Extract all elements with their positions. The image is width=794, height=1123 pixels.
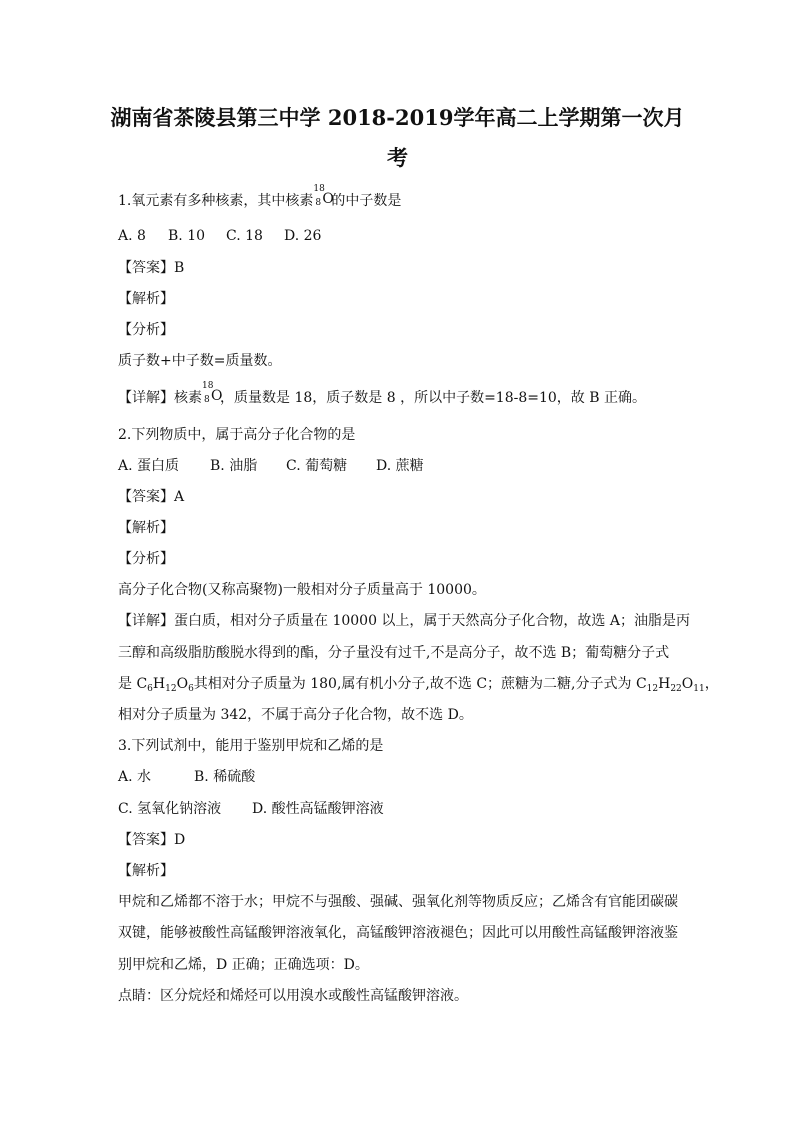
q1-detail-nuclide: 18 8 O <box>202 381 223 405</box>
q3-option-b: B. 稀硫酸 <box>194 769 256 785</box>
q3-option-a: A. 水 <box>118 769 152 785</box>
q1-fenxi-text: 质子数+中子数=质量数。 <box>118 353 282 369</box>
q1-detail: 【详解】核素 18 8 O ，质量数是 18，质子数是 8 ，所以中子数=18-8=10，故 B 正确。 <box>118 381 646 406</box>
q3-text-line-2: 双键，能够被酸性高锰酸钾溶液氧化，高锰酸钾溶液褪色；因此可以用酸性高锰酸钾溶液鉴 <box>118 925 678 941</box>
q1-jiexi-label: 【解析】 <box>118 291 174 307</box>
q3-jiexi-label: 【解析】 <box>118 863 174 879</box>
q2-answer: 【答案】A <box>118 489 185 505</box>
q1-option-c: C. 18 <box>226 228 263 244</box>
q1-option-d: D. 26 <box>284 228 322 244</box>
q3-options-row-2 <box>118 799 678 819</box>
q2-detail-line-1: 【详解】蛋白质，相对分子质量在 10000 以上，属于天然高分子化合物，故选 A；油脂是丙 <box>118 613 690 629</box>
glucose-formula: $C_6H_{12}O_6$ <box>136 676 194 694</box>
q2-option-d: D. 蔗糖 <box>376 458 424 474</box>
q3-answer: 【答案】D <box>118 832 186 848</box>
q1-option-b: B. 10 <box>168 228 206 244</box>
q1-fenxi-label: 【分析】 <box>118 322 174 338</box>
q2-fenxi-label: 【分析】 <box>118 551 174 567</box>
q1-option-a: A. 8 <box>118 228 146 244</box>
q2-jiexi-label: 【解析】 <box>118 520 174 536</box>
q2-detail-line-3: 是 $C_6H_{12}O_6$其相对分子质量为 180,属有机小分子,故不选 C；蔗糖为二糖,分子式为 $C_{12}H_{22}O_{11}$， <box>118 676 719 694</box>
document-title-line-2: 考 <box>387 145 408 170</box>
q3-option-d: D. 酸性高锰酸钾溶液 <box>252 801 384 817</box>
q3-option-c: C. 氢氧化钠溶液 <box>118 801 222 817</box>
q2-options <box>118 456 678 476</box>
q2-option-c: C. 葡萄糖 <box>286 458 348 474</box>
q1-options <box>118 226 678 246</box>
q3-text-line-1: 甲烷和乙烯都不溶于水；甲烷不与强酸、强碱、强氧化剂等物质反应；乙烯含有官能团碳碳 <box>118 894 678 910</box>
q3-text-line-3: 别甲烷和乙烯，D 正确；正确选项：D。 <box>118 957 369 973</box>
q3-options-row-1 <box>118 767 678 787</box>
q2-detail-line-2: 三醇和高级脂肪酸脱水得到的酯，分子量没有过千,不是高分子，故不选 B；葡萄糖分子式 <box>118 645 670 661</box>
q3-stem: 3.下列试剂中，能用于鉴别甲烷和乙烯的是 <box>118 738 384 754</box>
q2-fenxi-text: 高分子化合物(又称高聚物)一般相对分子质量高于 10000。 <box>118 582 486 598</box>
q1-stem: 1.氧元素有多种核素，其中核素 18 8 O 的中子数是 <box>118 184 402 209</box>
q1-answer: 【答案】B <box>118 260 185 276</box>
q2-option-a: A. 蛋白质 <box>118 458 180 474</box>
q2-stem: 2.下列物质中，属于高分子化合物的是 <box>118 427 356 443</box>
q1-nuclide: 18 8 O <box>313 184 334 208</box>
document-title-line-1: 湖南省茶陵县第三中学 2018-2019学年高二上学期第一次月 <box>110 105 685 130</box>
q3-note: 点睛：区分烷烃和烯烃可以用溴水或酸性高锰酸钾溶液。 <box>118 988 468 1004</box>
sucrose-formula: $C_{12}H_{22}O_{11}$ <box>635 676 705 694</box>
q2-detail-line-4: 相对分子质量为 342，不属于高分子化合物，故不选 D。 <box>118 707 473 723</box>
q2-option-b: B. 油脂 <box>210 458 258 474</box>
